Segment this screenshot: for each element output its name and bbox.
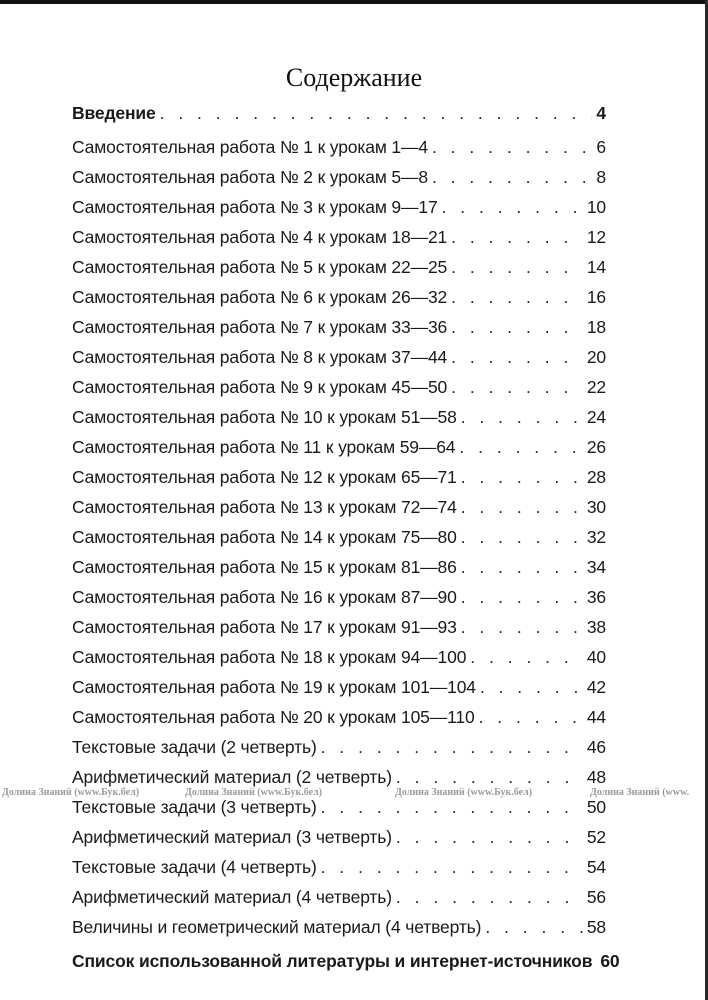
- toc-entry[interactable]: [72, 282, 606, 312]
- toc-entry[interactable]: [72, 432, 606, 462]
- toc-entry-label: Величины и геометрический материал (4 четверть): [72, 917, 482, 937]
- toc-entry-page: 52: [586, 827, 606, 847]
- toc-entry[interactable]: [72, 402, 606, 432]
- toc-entry[interactable]: [72, 612, 606, 642]
- toc-entry-label: Самостоятельная работа № 15 к урокам 81—86: [72, 557, 457, 577]
- dot-leader: [480, 672, 583, 702]
- toc-entry-label: Самостоятельная работа № 3 к урокам 9—17: [72, 197, 438, 217]
- dot-leader: [461, 402, 583, 432]
- dot-leader: [442, 192, 583, 222]
- dot-leader: [470, 642, 583, 672]
- toc-entry[interactable]: [72, 552, 606, 582]
- toc-entry-page: 26: [586, 437, 606, 457]
- toc-entry-page: 28: [586, 467, 606, 487]
- dot-leader: [451, 252, 583, 282]
- toc-entry-label: Самостоятельная работа № 16 к урокам 87—90: [72, 587, 457, 607]
- toc-entry-label: Самостоятельная работа № 10 к урокам 51—58: [72, 407, 457, 427]
- toc-entry-page: 54: [586, 857, 606, 877]
- toc-entry-label: Самостоятельная работа № 6 к урокам 26—32: [72, 287, 448, 307]
- toc-entry-page: 24: [586, 407, 606, 427]
- toc-entry-label: Самостоятельная работа № 8 к урокам 37—44: [72, 347, 448, 367]
- dot-leader: [479, 702, 583, 732]
- toc-entry[interactable]: [72, 372, 606, 402]
- toc-entry-bibliography[interactable]: [72, 946, 620, 976]
- toc-entry-label: Арифметический материал (3 четверть): [72, 827, 392, 847]
- watermark-text: Долина Знаний (www.Бук.бел): [395, 787, 533, 798]
- toc-entry[interactable]: [72, 582, 606, 612]
- dot-leader: [396, 762, 583, 792]
- toc-entry-page: 42: [586, 677, 606, 697]
- toc-entry[interactable]: [72, 822, 606, 852]
- toc-entry[interactable]: [72, 342, 606, 372]
- dot-leader: [461, 612, 583, 642]
- toc-entry[interactable]: [72, 522, 606, 552]
- dot-leader: [451, 312, 583, 342]
- toc-entry[interactable]: [72, 882, 606, 912]
- toc-entry-label: Самостоятельная работа № 2 к урокам 5—8: [72, 167, 428, 187]
- watermark-text: Долина Знаний (www.: [590, 787, 690, 798]
- dot-leader: [321, 792, 583, 822]
- toc-entry-label: Самостоятельная работа № 4 к урокам 18—21: [72, 227, 448, 247]
- toc-entry[interactable]: [72, 192, 606, 222]
- dot-leader: [459, 432, 582, 462]
- toc-entry-page: 38: [586, 617, 606, 637]
- toc-entry[interactable]: [72, 912, 606, 942]
- toc-entry-page: 46: [586, 737, 606, 757]
- toc-entry-label: Текстовые задачи (3 четверть): [72, 797, 317, 817]
- toc-entry[interactable]: [72, 762, 606, 792]
- toc-entry[interactable]: [72, 642, 606, 672]
- toc-entry-label: Самостоятельная работа № 7 к урокам 33—36: [72, 317, 448, 337]
- toc-entry[interactable]: [72, 132, 606, 162]
- dot-leader: [160, 98, 593, 128]
- toc-entry-label: Арифметический материал (2 четверть): [72, 767, 392, 787]
- toc-entry-page: 48: [586, 767, 606, 787]
- toc-entry-page: 60: [600, 951, 620, 971]
- toc-entry-label: Самостоятельная работа № 9 к урокам 45—50: [72, 377, 448, 397]
- toc-entry[interactable]: [72, 702, 606, 732]
- toc-entry[interactable]: [72, 492, 606, 522]
- toc-entry-label: Самостоятельная работа № 20 к урокам 105—110: [72, 707, 475, 727]
- toc-entry-label: Текстовые задачи (4 четверть): [72, 857, 317, 877]
- toc-entry-page: 20: [586, 347, 606, 367]
- toc-entry-page: 58: [586, 917, 606, 937]
- toc-entry-page: 18: [586, 317, 606, 337]
- toc-entry[interactable]: [72, 312, 606, 342]
- dot-leader: [485, 912, 583, 942]
- toc-entry-label: Самостоятельная работа № 1 к урокам 1—4: [72, 137, 428, 157]
- dot-leader: [461, 462, 583, 492]
- toc-entry-page: 32: [586, 527, 606, 547]
- toc-entry-page: 6: [596, 137, 606, 157]
- dot-leader: [432, 132, 592, 162]
- toc-entry-label: Самостоятельная работа № 13 к урокам 72—74: [72, 497, 457, 517]
- toc-entry[interactable]: [72, 162, 606, 192]
- dot-leader: [461, 552, 583, 582]
- toc-entry-page: 16: [586, 287, 606, 307]
- watermark-text: Долина Знаний (www.Бук.бел): [185, 787, 323, 798]
- dot-leader: [451, 372, 583, 402]
- toc-entry[interactable]: [72, 732, 606, 762]
- toc-entry-label: Самостоятельная работа № 12 к урокам 65—71: [72, 467, 457, 487]
- dot-leader: [461, 492, 583, 522]
- scan-top-edge: [0, 0, 708, 4]
- toc-entry-page: 40: [586, 647, 606, 667]
- page-title: Содержание: [285, 63, 423, 92]
- toc-entry[interactable]: [72, 252, 606, 282]
- toc-entry-label: Самостоятельная работа № 19 к урокам 101—104: [72, 677, 476, 697]
- toc-entry-page: 50: [586, 797, 606, 817]
- toc-entry[interactable]: [72, 672, 606, 702]
- toc-entry-page: 10: [586, 197, 606, 217]
- dot-leader: [432, 162, 592, 192]
- toc-entry-label: Самостоятельная работа № 11 к урокам 59—64: [72, 437, 456, 457]
- toc-entry[interactable]: [72, 792, 606, 822]
- toc-entry-page: 22: [586, 377, 606, 397]
- dot-leader: [451, 342, 583, 372]
- toc-entry-label: Самостоятельная работа № 17 к урокам 91—93: [72, 617, 457, 637]
- toc-entry-introduction[interactable]: [72, 98, 606, 128]
- toc-entry-page: 12: [586, 227, 606, 247]
- dot-leader: [396, 882, 583, 912]
- toc-entry-label: Введение: [72, 103, 156, 123]
- toc-entry-label: Самостоятельная работа № 5 к урокам 22—25: [72, 257, 448, 277]
- table-of-contents: [72, 98, 620, 976]
- dot-leader: [451, 222, 583, 252]
- toc-entry-page: 34: [586, 557, 606, 577]
- toc-entry-page: 8: [596, 167, 606, 187]
- dot-leader: [451, 282, 583, 312]
- toc-entry-page: 56: [586, 887, 606, 907]
- toc-entry-label: Самостоятельная работа № 14 к урокам 75—80: [72, 527, 457, 547]
- toc-entry-label: Самостоятельная работа № 18 к урокам 94—100: [72, 647, 467, 667]
- toc-entry-label: Арифметический материал (4 четверть): [72, 887, 392, 907]
- toc-entry[interactable]: [72, 852, 606, 882]
- dot-leader: [396, 822, 583, 852]
- toc-entry-page: 4: [596, 103, 606, 123]
- toc-entry-page: 36: [586, 587, 606, 607]
- toc-entry[interactable]: [72, 222, 606, 252]
- toc-entry-label: Список использованной литературы и интернет-источников: [72, 951, 593, 971]
- toc-entry[interactable]: [72, 462, 606, 492]
- dot-leader: [321, 732, 583, 762]
- toc-entry-page: 44: [586, 707, 606, 727]
- dot-leader: [461, 582, 583, 612]
- toc-entry-label: Текстовые задачи (2 четверть): [72, 737, 317, 757]
- watermark-text: Долина Знаний (www.Бук.бел): [2, 787, 140, 798]
- dot-leader: [461, 522, 583, 552]
- toc-entry-page: 14: [586, 257, 606, 277]
- toc-entry-page: 30: [586, 497, 606, 517]
- dot-leader: [321, 852, 583, 882]
